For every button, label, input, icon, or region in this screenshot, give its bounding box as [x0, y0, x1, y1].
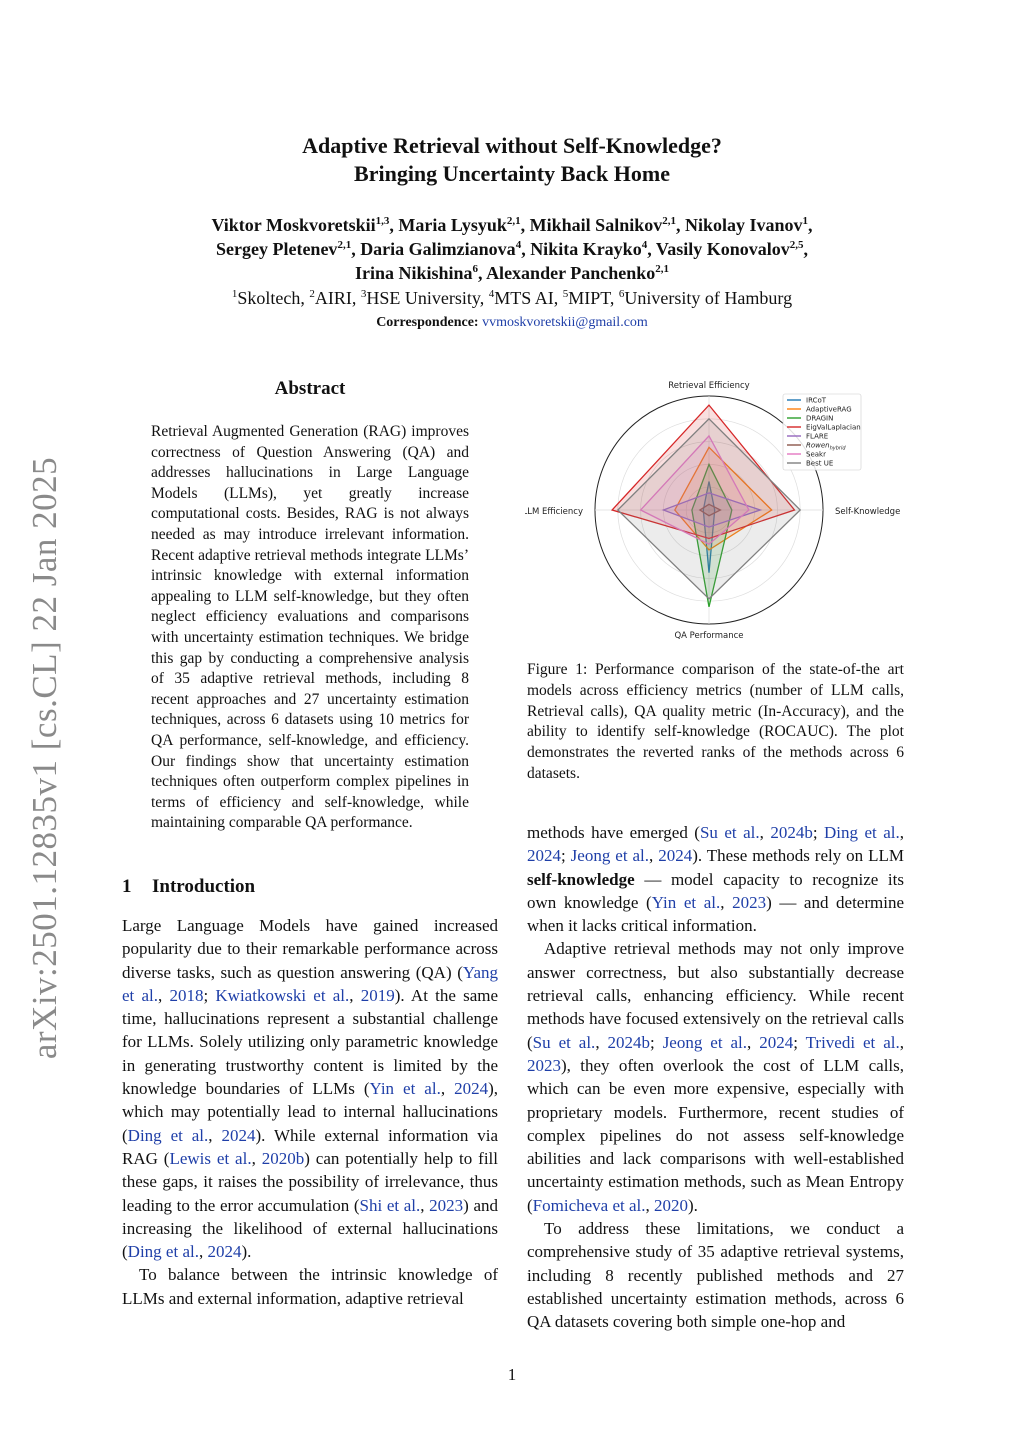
citation-link[interactable]: Trivedi et al. — [805, 1032, 900, 1052]
affiliations: $^1$Skoltech, $^2$AIRI, $^3$HSE University, $^4$MTS AI, $^5$MIPT, $^6$University of Hamburg — [231, 288, 793, 308]
author-affil: 2,1 — [655, 263, 669, 275]
citation-link[interactable]: 2023 — [527, 1055, 561, 1075]
legend-entry: IRCoT — [806, 396, 827, 405]
citation-link[interactable]: 2024 — [658, 846, 693, 866]
citation-link[interactable]: Ding et al. — [824, 823, 900, 842]
citation-link[interactable]: Ding et al. — [127, 1242, 199, 1262]
title-line-2: Bringing Uncertainty Back Home — [354, 161, 670, 186]
citation-link[interactable]: Fomicheva et al. — [532, 1195, 646, 1215]
abstract-text: Retrieval Augmented Generation (RAG) improves correctness of Question Answering (QA) and addresses hallucinations in Large Language Models (LLMs), yet greatly increase computational costs. Besides, RAG is not always needed as may introduce irrelevant information. Recent adaptive retrieval methods integrate LLMs’ intrinsic knowledge with external information appealing to LLM self-knowledge, but they often neglect efficiency evaluations and comparisons with uncertainty estimation techniques. We bridge this gap by conducting a comprehensive analysis of 35 adaptive retrieval methods, including 8 recent approaches and 27 uncertainty estimation techniques, across 6 datasets using 10 metrics for QA performance, self-knowledge, and efficiency. Our findings show that uncertainty estimation techniques often outperform complex pipelines in terms of efficiency and self-knowledge, while maintaining comparable QA performance. — [151, 423, 469, 832]
author-affil: 1,3 — [375, 215, 390, 227]
citation-link[interactable]: Ding et al. — [127, 1125, 209, 1145]
author-list — [0, 213, 1024, 285]
citation-link[interactable]: Su et al. — [699, 823, 760, 842]
affil-num: 2 — [309, 288, 315, 300]
citation-link[interactable]: Shi et al. — [359, 1195, 421, 1215]
citation-link[interactable]: 2024 — [759, 1032, 794, 1052]
legend-entry: Best UE — [806, 459, 834, 468]
author-name: Viktor Moskvoretskii — [211, 215, 376, 235]
author-name: Nikolay Ivanov — [684, 215, 803, 235]
paragraph: To address these limitations, we conduct a comprehensive study of 35 adaptive retrieval systems, including 8 recently published methods and 27 established uncertainty estimation methods, across 6 QA datasets covering both simple one-hop and — [527, 1219, 904, 1332]
citation-link[interactable]: Yin et al. — [651, 892, 721, 912]
figure-1 — [525, 376, 910, 642]
legend-entry: Seakr — [806, 450, 826, 459]
citation-link[interactable]: Su et al. — [532, 1032, 596, 1052]
author-line-3: Irina Nikishina$^6$, Alexander Panchenko$^{2,1}$ — [355, 263, 669, 283]
legend-entry: EigValLaplacian — [806, 423, 861, 432]
bold-term: self-knowledge — [527, 869, 635, 889]
affil-name: MIPT — [568, 288, 610, 308]
radar-axis-label: Retrieval Efficiency — [668, 381, 750, 391]
citation-link[interactable]: 2024b — [607, 1032, 651, 1052]
affil-name: AIRI — [314, 288, 352, 308]
author-name: Nikita Krayko — [530, 239, 642, 259]
author-affil: 2,1 — [506, 215, 521, 227]
figure-caption: Figure 1: Performance comparison of the state-of-the art models across efficiency metrics (number of LLM calls, Retrieval calls), QA quality metric (In-Accuracy), and the ability to identify self-knowledge (ROCAUC). The plot demonstrates the reverted ranks of the methods across 6 datasets. — [527, 661, 904, 782]
citation-link[interactable]: 2019 — [360, 985, 395, 1005]
correspondence — [0, 315, 1024, 331]
citation-link[interactable]: 2023 — [732, 892, 767, 912]
radar-axis-label: QA Performance — [674, 631, 744, 641]
left-column — [122, 914, 498, 1310]
affil-name: MTS AI — [494, 288, 554, 308]
author-name: Irina Nikishina — [355, 263, 473, 283]
affil-name: Skoltech — [237, 288, 301, 308]
legend-entry: FLARE — [806, 432, 829, 441]
right-column — [527, 821, 904, 1334]
citation-link[interactable]: 2024 — [454, 1079, 489, 1099]
citation-link[interactable]: 2024 — [527, 846, 561, 866]
citation-link[interactable]: Yang et al. — [122, 962, 498, 1005]
paragraph: To balance between the intrinsic knowledge of LLMs and external information, adaptive retrieval — [122, 1265, 498, 1308]
paper-title — [0, 132, 1024, 188]
affil-num: 1 — [231, 288, 238, 300]
citation-link[interactable]: Lewis et al. — [169, 1148, 252, 1168]
affil-num: 5 — [562, 288, 569, 300]
citation-link[interactable]: Jeong et al. — [662, 1032, 748, 1052]
affil-num: 4 — [488, 288, 495, 300]
author-name: Maria Lysyuk — [398, 215, 507, 235]
radar-axis-label: LLM Efficiency — [525, 507, 583, 517]
legend-entry: DRAGIN — [806, 414, 834, 423]
paragraph: Adaptive retrieval methods may not only improve answer correctness, but also substantially decrease retrieval calls, enhancing efficiency. While recent methods have focused extensively on the retrieval calls (Su et al., 2024b; Jeong et al., 2024; Trivedi et al., 2023), they often overlook the cost of LLM calls, which can be even more expensive, especially with proprietary models. Furthermore, recent studies of complex pipelines do not assess self-knowledge abilities and lack comparisons with well-established uncertainty estimation methods, such as Mean Entropy (Fomicheva et al., 2020). — [527, 939, 904, 1215]
radar-chart — [525, 376, 910, 642]
citation-link[interactable]: 2018 — [169, 985, 204, 1005]
radar-series-best-ue — [618, 419, 800, 599]
paragraph: Large Language Models have gained increased popularity due to their remarkable performance across diverse tasks, such as question answering (QA) (Yang et al., 2018; Kwiatkowski et al., 2019). At the same time, hallucinations represent a substantial challenge for LLMs. Solely utilizing only parametric knowledge in generating trustworthy content is limited by the knowledge boundaries of LLMs (Yin et al., 2024), which may potentially lead to internal hallucinations (Ding et al., 2024). While external information via RAG (Lewis et al., 2020b) can potentially help to fill these gaps, it raises the possibility of irrelevance, thus leading to the error accumulation (Shi et al., 2023) and increasing the likelihood of external hallucinations (Ding et al., 2024). — [122, 916, 499, 1262]
correspondence-email[interactable]: vvmoskvoretskii@gmail.com — [482, 315, 648, 330]
citation-link[interactable]: Kwiatkowski et al. — [215, 985, 350, 1005]
author-affil: 4 — [515, 239, 522, 251]
author-name: Alexander Panchenko — [486, 263, 656, 283]
citation-link[interactable]: 2024 — [221, 1125, 256, 1145]
author-name: Vasily Konovalov — [655, 239, 790, 259]
affil-name: HSE University — [366, 288, 480, 308]
legend-entry: AdaptiveRAG — [806, 405, 852, 414]
author-affil: 4 — [641, 239, 648, 251]
author-name: Sergey Pletenev — [215, 239, 338, 259]
author-affil: 2,1 — [662, 215, 676, 227]
author-name: Daria Galimzianova — [360, 239, 516, 259]
arxiv-stamp — [20, 458, 70, 1058]
radar-axis-label: Self-Knowledge — [835, 507, 901, 517]
citation-link[interactable]: 2023 — [429, 1195, 464, 1215]
author-affil: 1 — [802, 215, 809, 227]
title-line-1: Adaptive Retrieval without Self-Knowledge? — [302, 133, 722, 158]
author-affil: 2,1 — [337, 239, 352, 251]
legend-entry: Rowen$_{hybrid}$ — [806, 441, 846, 452]
citation-link[interactable]: Jeong et al. — [570, 846, 649, 866]
citation-link[interactable]: 2020 — [654, 1195, 688, 1215]
author-name: Mikhail Salnikov — [529, 215, 663, 235]
section-heading — [122, 876, 255, 898]
section-title: Introduction — [152, 876, 256, 897]
affil-name: University of Hamburg — [624, 288, 793, 308]
affil-num: 3 — [360, 288, 367, 300]
affil-num: 6 — [618, 288, 625, 300]
section-number: 1 — [122, 876, 132, 897]
author-affil: 6 — [472, 263, 479, 275]
citation-link[interactable]: 2024b — [770, 823, 813, 842]
abstract-heading: Abstract — [274, 378, 346, 399]
author-affil: 2,5 — [789, 239, 804, 251]
citation-link[interactable]: 2024 — [207, 1242, 242, 1262]
author-line-1: Viktor Moskvoretskii$^{1,3}$, Maria Lysyuk$^{2,1}$, Mikhail Salnikov$^{2,1}$, Nikolay Ivanov$^1$, — [211, 215, 813, 235]
author-line-2: Sergey Pletenev$^{2,1}$, Daria Galimzianova$^4$, Nikita Krayko$^4$, Vasily Konovalov$^{2,5}$, — [215, 239, 809, 259]
citation-link[interactable]: 2020b — [261, 1148, 305, 1168]
paragraph: methods have emerged (Su et al., 2024b; Ding et al., 2024; Jeong et al., 2024). These methods rely on LLM self-knowledge — model capacity to recognize its own knowledge (Yin et al., 2023) — and determine when it lacks critical information. — [527, 823, 905, 936]
page-number: 1 — [507, 1365, 517, 1384]
correspondence-label: Correspondence: — [376, 315, 479, 330]
citation-link[interactable]: Yin et al. — [369, 1079, 441, 1099]
arxiv-stamp-text: arXiv:2501.12835v1 [cs.CL] 22 Jan 2025 — [25, 456, 64, 1060]
